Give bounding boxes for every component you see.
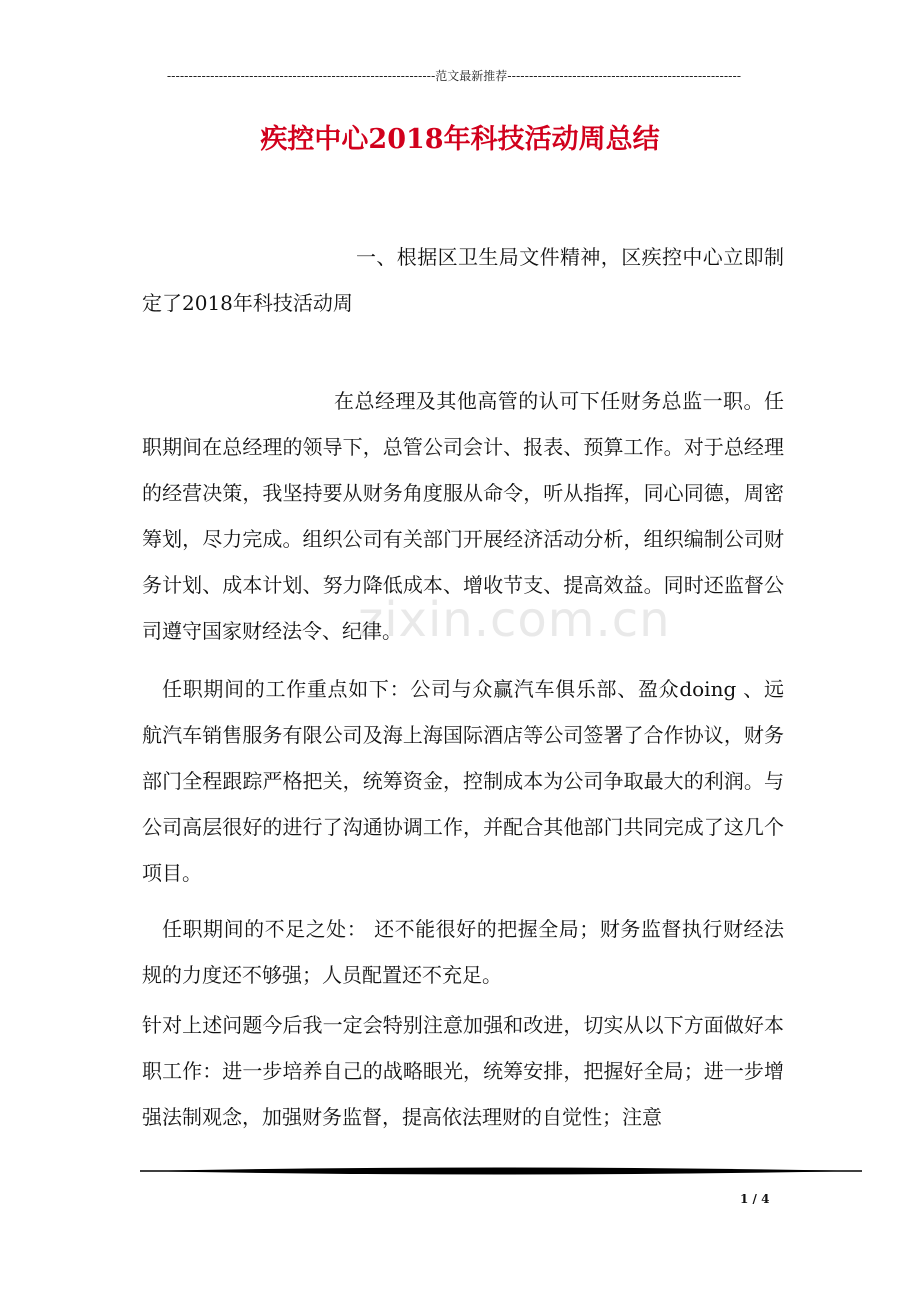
footer-divider [140, 1164, 862, 1178]
paragraph-5: 针对上述问题今后我一定会特别注意加强和改进，切实从以下方面做好本职工作：进一步培养自己的战略眼光，统筹安排，把握好全局；进一步增强法制观念，加强财务监督，提高依法理财的自觉性；注意 [142, 1013, 784, 1129]
paragraph-3: 任职期间的工作重点如下：公司与众赢汽车俱乐部、盈众doing 、远航汽车销售服务有限公司及海上海国际酒店等公司签署了合作协议，财务部门全程跟踪严格把关，统筹资金，控制成本为公司争取最大的利润。与公司高层很好的进行了沟通协调工作，并配合其他部门共同完成了这几个项目。 [142, 677, 784, 885]
page-header-banner: --------------------------------------------------------------范文最新推荐------------------------------------------------------ [166, 69, 742, 83]
paragraph-2: 在总经理及其他高管的认可下任财务总监一职。任职期间在总经理的领导下，总管公司会计、报表、预算工作。对于总经理的经营决策，我坚持要从财务角度服从命令，听从指挥，同心同德，周密筹划，尽力完成。组织公司有关部门开展经济活动分析，组织编制公司财务计划、成本计划、努力降低成本、增收节支、提高效益。同时还监督公司遵守国家财经法令、纪律。 [142, 389, 784, 643]
paragraph-1: 一、根据区卫生局文件精神，区疾控中心立即制定了2018年科技活动周 [142, 245, 784, 315]
paragraph-4: 任职期间的不足之处： 还不能很好的把握全局；财务监督执行财经法规的力度还不够强；人员配置还不充足。 [142, 917, 784, 987]
page-number: 1 / 4 [740, 1192, 770, 1206]
document-title: 疾控中心2018年科技活动周总结 [260, 124, 660, 155]
watermark: zixin.com.cn [358, 592, 671, 648]
